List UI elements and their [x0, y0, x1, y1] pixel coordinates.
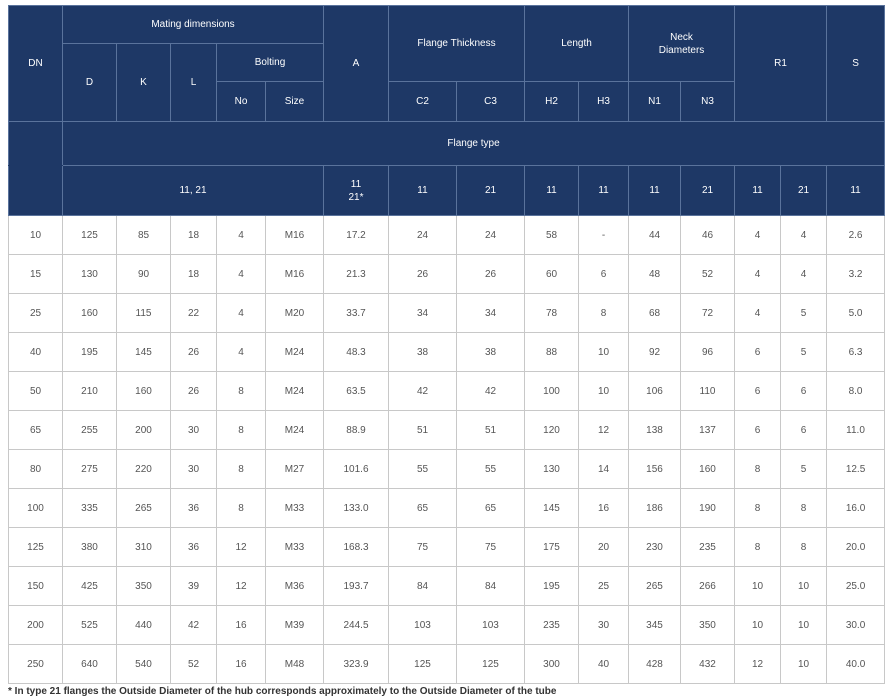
table-cell: 235: [525, 606, 579, 645]
table-cell: M39: [266, 606, 324, 645]
table-cell: 21.3: [324, 255, 389, 294]
table-cell: 5: [781, 450, 827, 489]
table-cell: 30: [171, 411, 217, 450]
table-cell: 428: [629, 645, 681, 684]
table-cell: 84: [389, 567, 457, 606]
table-cell: 125: [457, 645, 525, 684]
table-cell: 8: [735, 528, 781, 567]
table-cell: 12.5: [827, 450, 885, 489]
table-cell: 5.0: [827, 294, 885, 333]
table-cell: 10: [781, 645, 827, 684]
table-cell: M16: [266, 216, 324, 255]
table-cell: 10: [735, 567, 781, 606]
table-cell: 16: [579, 489, 629, 528]
table-row: [9, 489, 885, 528]
table-cell: 40: [579, 645, 629, 684]
table-cell: 36: [171, 489, 217, 528]
table-cell: 275: [63, 450, 117, 489]
table-cell: 10: [9, 216, 63, 255]
table-cell: 220: [117, 450, 171, 489]
table-cell: 100: [525, 372, 579, 411]
table-cell: 88: [525, 333, 579, 372]
table-cell: 42: [457, 372, 525, 411]
table-cell: 92: [629, 333, 681, 372]
type-a: [324, 166, 389, 216]
header-d: D: [63, 44, 117, 122]
table-cell: 4: [217, 294, 266, 333]
table-cell: 10: [781, 567, 827, 606]
table-cell: 110: [681, 372, 735, 411]
header-c3: C3: [457, 82, 525, 122]
table-cell: 72: [681, 294, 735, 333]
table-cell: 38: [457, 333, 525, 372]
table-cell: 26: [171, 333, 217, 372]
table-cell: 55: [389, 450, 457, 489]
table-cell: 75: [389, 528, 457, 567]
table-row: [9, 528, 885, 567]
table-cell: 25: [9, 294, 63, 333]
table-cell: 65: [9, 411, 63, 450]
header-a: A: [324, 6, 389, 122]
table-cell: 96: [681, 333, 735, 372]
table-cell: 150: [9, 567, 63, 606]
table-cell: 26: [457, 255, 525, 294]
table-cell: M16: [266, 255, 324, 294]
table-cell: 6: [579, 255, 629, 294]
table-cell: 106: [629, 372, 681, 411]
table-cell: 235: [681, 528, 735, 567]
type-a-line1: 11: [350, 178, 362, 190]
table-body: [9, 216, 885, 684]
table-cell: 4: [781, 255, 827, 294]
table-cell: M36: [266, 567, 324, 606]
type-mating: 11, 21: [63, 166, 324, 216]
table-cell: 8: [735, 450, 781, 489]
table-cell: 200: [9, 606, 63, 645]
table-cell: 175: [525, 528, 579, 567]
table-cell: 38: [389, 333, 457, 372]
table-cell: 350: [681, 606, 735, 645]
table-cell: 200: [117, 411, 171, 450]
table-cell: 145: [525, 489, 579, 528]
table-row: [9, 294, 885, 333]
table-cell: 323.9: [324, 645, 389, 684]
header-mating-dimensions: Mating dimensions: [63, 6, 324, 44]
flange-dimensions-table: [8, 5, 885, 684]
header-l: L: [171, 44, 217, 122]
table-cell: 101.6: [324, 450, 389, 489]
table-cell: 244.5: [324, 606, 389, 645]
table-cell: 4: [217, 255, 266, 294]
table-cell: 103: [389, 606, 457, 645]
type-s: 11: [827, 166, 885, 216]
table-cell: 10: [781, 606, 827, 645]
table-cell: M24: [266, 411, 324, 450]
table-cell: 40.0: [827, 645, 885, 684]
table-header: [9, 6, 885, 216]
table-cell: 210: [63, 372, 117, 411]
table-cell: 88.9: [324, 411, 389, 450]
header-flange-thickness: Flange Thickness: [389, 6, 525, 82]
table-cell: 100: [9, 489, 63, 528]
table-cell: 12: [217, 567, 266, 606]
table-cell: 52: [171, 645, 217, 684]
table-cell: 12: [579, 411, 629, 450]
table-cell: 160: [63, 294, 117, 333]
table-cell: 51: [389, 411, 457, 450]
table-cell: 425: [63, 567, 117, 606]
table-row: [9, 567, 885, 606]
table-cell: 168.3: [324, 528, 389, 567]
table-cell: 18: [171, 216, 217, 255]
table-cell: 6.3: [827, 333, 885, 372]
header-r1: R1: [735, 6, 827, 122]
table-cell: 65: [389, 489, 457, 528]
header-n1: N1: [629, 82, 681, 122]
table-cell: 10: [735, 606, 781, 645]
header-h3: H3: [579, 82, 629, 122]
table-cell: 8: [217, 411, 266, 450]
neck-diameters-line2: Diameters: [658, 44, 705, 56]
table-cell: 440: [117, 606, 171, 645]
table-cell: 16: [217, 645, 266, 684]
type-a-line2: 21*: [348, 191, 364, 203]
table-cell: 310: [117, 528, 171, 567]
table-cell: 130: [525, 450, 579, 489]
table-cell: 3.2: [827, 255, 885, 294]
table-cell: 8: [781, 489, 827, 528]
header-neck-diameters: [629, 6, 735, 82]
table-cell: 30: [171, 450, 217, 489]
header-c2: C2: [389, 82, 457, 122]
table-cell: 20: [579, 528, 629, 567]
table-cell: 130: [63, 255, 117, 294]
table-cell: 335: [63, 489, 117, 528]
table-cell: 6: [735, 372, 781, 411]
table-cell: 6: [781, 372, 827, 411]
table-cell: 80: [9, 450, 63, 489]
table-cell: 230: [629, 528, 681, 567]
table-cell: 22: [171, 294, 217, 333]
header-length: Length: [525, 6, 629, 82]
table-cell: 540: [117, 645, 171, 684]
table-cell: 525: [63, 606, 117, 645]
table-cell: 85: [117, 216, 171, 255]
header-size: Size: [266, 82, 324, 122]
table-cell: 8.0: [827, 372, 885, 411]
table-cell: 103: [457, 606, 525, 645]
table-row: [9, 372, 885, 411]
header-s: S: [827, 6, 885, 122]
table-cell: 25.0: [827, 567, 885, 606]
type-r1-b: 21: [781, 166, 827, 216]
table-cell: M33: [266, 489, 324, 528]
table-cell: 48.3: [324, 333, 389, 372]
type-h2: 11: [525, 166, 579, 216]
table-cell: 195: [63, 333, 117, 372]
table-cell: 8: [217, 372, 266, 411]
table-cell: 44: [629, 216, 681, 255]
header-no: No: [217, 82, 266, 122]
table-cell: 8: [781, 528, 827, 567]
table-cell: 16.0: [827, 489, 885, 528]
table-cell: 16: [217, 606, 266, 645]
table-cell: 380: [63, 528, 117, 567]
table-cell: 250: [9, 645, 63, 684]
table-cell: M24: [266, 372, 324, 411]
table-cell: 40: [9, 333, 63, 372]
table-cell: 55: [457, 450, 525, 489]
header-flange-type: Flange type: [63, 122, 885, 166]
type-n1: 11: [629, 166, 681, 216]
table-cell: 12: [735, 645, 781, 684]
table-cell: 4: [735, 255, 781, 294]
table-cell: 265: [117, 489, 171, 528]
table-cell: 46: [681, 216, 735, 255]
table-cell: 156: [629, 450, 681, 489]
header-k: K: [117, 44, 171, 122]
table-cell: 8: [579, 294, 629, 333]
table-cell: 18: [171, 255, 217, 294]
table-cell: 133.0: [324, 489, 389, 528]
table-cell: 34: [389, 294, 457, 333]
type-c2: 11: [389, 166, 457, 216]
table-cell: 42: [389, 372, 457, 411]
table-cell: 4: [781, 216, 827, 255]
table-cell: 30: [579, 606, 629, 645]
table-cell: 34: [457, 294, 525, 333]
type-r1-a: 11: [735, 166, 781, 216]
table-cell: 58: [525, 216, 579, 255]
table-cell: 6: [735, 411, 781, 450]
table-cell: 4: [217, 333, 266, 372]
table-row: [9, 606, 885, 645]
table-cell: 63.5: [324, 372, 389, 411]
table-cell: 12: [217, 528, 266, 567]
table-cell: 125: [9, 528, 63, 567]
table-cell: 50: [9, 372, 63, 411]
header-n3: N3: [681, 82, 735, 122]
table-row: [9, 645, 885, 684]
table-cell: 8: [217, 489, 266, 528]
table-cell: 15: [9, 255, 63, 294]
type-c3: 21: [457, 166, 525, 216]
table-cell: 145: [117, 333, 171, 372]
table-cell: 640: [63, 645, 117, 684]
table-cell: 10: [579, 333, 629, 372]
table-row: [9, 333, 885, 372]
table-cell: 20.0: [827, 528, 885, 567]
table-cell: 8: [735, 489, 781, 528]
table-cell: 75: [457, 528, 525, 567]
table-cell: 5: [781, 294, 827, 333]
table-row: [9, 411, 885, 450]
table-cell: M20: [266, 294, 324, 333]
table-cell: 255: [63, 411, 117, 450]
table-cell: 25: [579, 567, 629, 606]
table-cell: 42: [171, 606, 217, 645]
header-h2: H2: [525, 82, 579, 122]
table-cell: 6: [781, 411, 827, 450]
table-cell: 345: [629, 606, 681, 645]
table-cell: 2.6: [827, 216, 885, 255]
flange-dimensions-table-container: [8, 5, 884, 684]
table-cell: 432: [681, 645, 735, 684]
table-cell: 5: [781, 333, 827, 372]
table-row: [9, 255, 885, 294]
table-cell: 90: [117, 255, 171, 294]
table-cell: 65: [457, 489, 525, 528]
table-cell: -: [579, 216, 629, 255]
header-bolting: Bolting: [217, 44, 324, 82]
table-cell: 350: [117, 567, 171, 606]
type-h3: 11: [579, 166, 629, 216]
table-cell: 52: [681, 255, 735, 294]
table-cell: 160: [117, 372, 171, 411]
table-cell: 39: [171, 567, 217, 606]
table-cell: 160: [681, 450, 735, 489]
table-cell: 6: [735, 333, 781, 372]
header-type-spacer: [9, 122, 63, 166]
header-type-spacer-2: [9, 166, 63, 216]
table-cell: 300: [525, 645, 579, 684]
table-cell: 8: [217, 450, 266, 489]
neck-diameters-line1: Neck: [670, 31, 693, 43]
table-cell: 36: [171, 528, 217, 567]
table-cell: 68: [629, 294, 681, 333]
table-cell: 10: [579, 372, 629, 411]
table-cell: 26: [171, 372, 217, 411]
table-row: [9, 450, 885, 489]
table-cell: 60: [525, 255, 579, 294]
table-cell: 125: [389, 645, 457, 684]
table-cell: 51: [457, 411, 525, 450]
table-cell: 186: [629, 489, 681, 528]
type-n3: 21: [681, 166, 735, 216]
table-cell: 26: [389, 255, 457, 294]
table-cell: 48: [629, 255, 681, 294]
table-cell: M33: [266, 528, 324, 567]
table-cell: M27: [266, 450, 324, 489]
table-cell: 195: [525, 567, 579, 606]
table-cell: 125: [63, 216, 117, 255]
table-cell: 14: [579, 450, 629, 489]
footnote: * In type 21 flanges the Outside Diameter of the hub corresponds approximately to the Outside Diameter of the tube: [8, 686, 557, 697]
table-cell: 24: [389, 216, 457, 255]
table-cell: 137: [681, 411, 735, 450]
table-cell: M48: [266, 645, 324, 684]
table-cell: 115: [117, 294, 171, 333]
table-cell: 78: [525, 294, 579, 333]
table-cell: 120: [525, 411, 579, 450]
header-dn: DN: [9, 6, 63, 122]
table-cell: 24: [457, 216, 525, 255]
table-cell: 190: [681, 489, 735, 528]
table-cell: 30.0: [827, 606, 885, 645]
table-cell: 266: [681, 567, 735, 606]
table-cell: 265: [629, 567, 681, 606]
table-cell: 84: [457, 567, 525, 606]
table-cell: 4: [735, 216, 781, 255]
table-cell: 138: [629, 411, 681, 450]
table-cell: 193.7: [324, 567, 389, 606]
table-cell: 11.0: [827, 411, 885, 450]
table-cell: M24: [266, 333, 324, 372]
table-cell: 17.2: [324, 216, 389, 255]
table-cell: 4: [735, 294, 781, 333]
table-cell: 4: [217, 216, 266, 255]
table-row: [9, 216, 885, 255]
table-cell: 33.7: [324, 294, 389, 333]
